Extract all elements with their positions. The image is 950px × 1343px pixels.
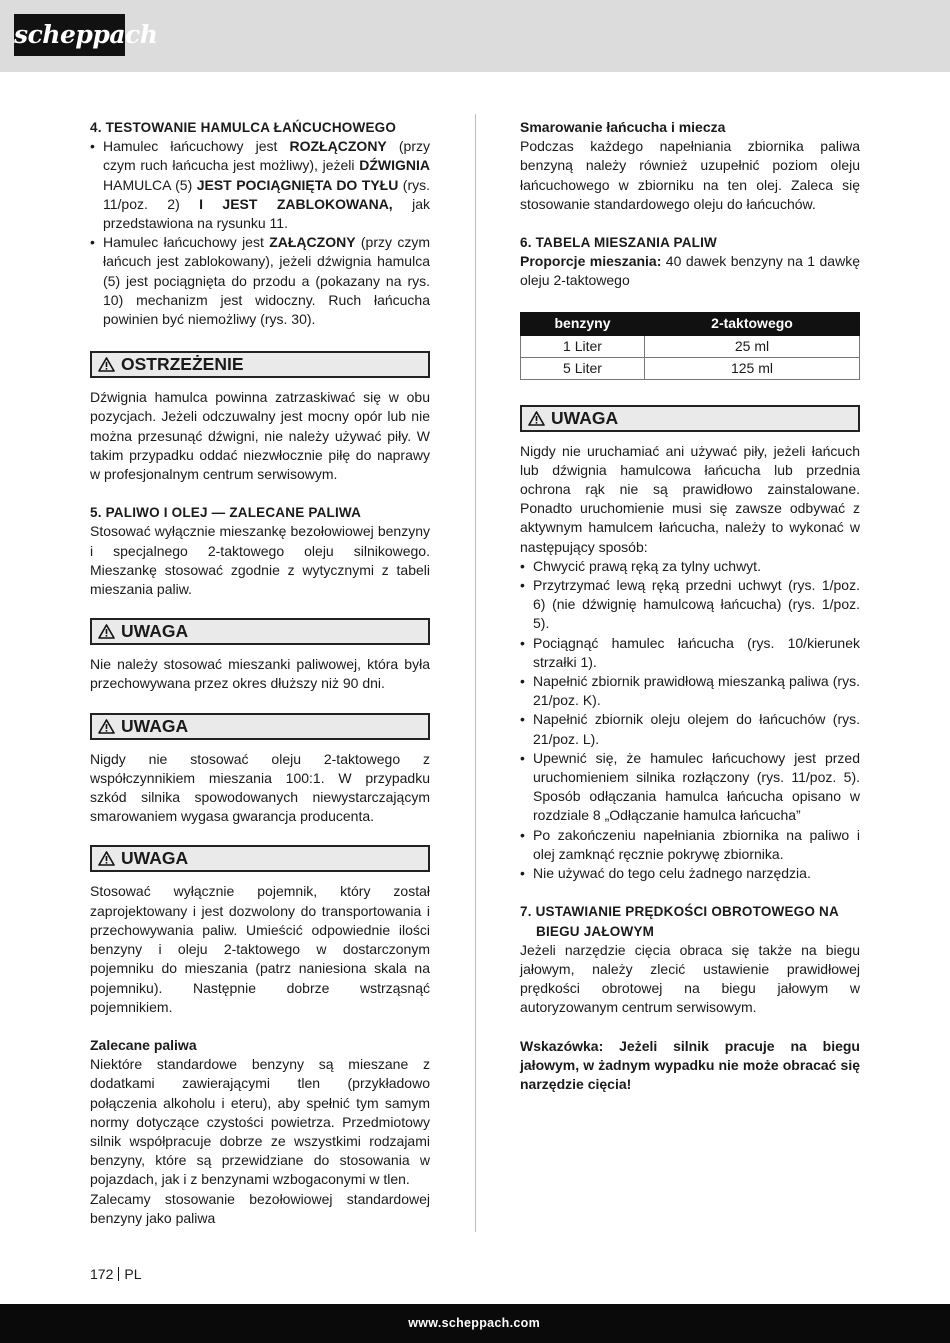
table-cell: 1 Liter (521, 335, 645, 357)
section-7-title: 7. USTAWIANIE PRĘDKOŚCI OBROTOWEGO NA (520, 904, 839, 920)
start-steps-list (520, 557, 860, 883)
warning-label: UWAGA (121, 848, 189, 869)
list-item: • Napełnić zbiornik oleju olejem do łańcuchów (rys. 21/poz. L). (520, 710, 860, 748)
warning-label: OSTRZEŻENIE (121, 354, 244, 375)
table-header: 2-taktowego (645, 312, 860, 335)
warning-triangle-icon (98, 851, 115, 866)
warning-triangle-icon (528, 411, 545, 426)
table-header-row (521, 312, 860, 335)
warning-text: Nigdy nie stosować oleju 2-taktowego z współczynnikiem mieszania 100:1. W przypadku szkód silnika spowodowanych niewystarczającym smarowaniem wygasa gwarancja producenta. (90, 750, 430, 825)
brake-test-list (90, 137, 430, 329)
section-5-text: Stosować wyłącznie mieszankę bezołowiowej benzyny i specjalnego 2-taktowego oleju silnikowego. Mieszankę stosować zgodnie z wytycznymi z tabeli mieszania paliw. (90, 523, 430, 598)
website-link[interactable]: www.scheppach.com (408, 1316, 540, 1330)
warning-triangle-icon (98, 719, 115, 734)
list-item: • Przytrzymać lewą ręką przedni uchwyt (rys. 1/poz. 6) (nie dźwignię hamulcową łańcucha) (rys. 1/poz. 5). (520, 576, 860, 634)
warning-text: Nigdy nie uruchamiać ani używać piły, jeżeli łańcuch lub dźwignia hamulcowa łańcucha lub przednia ochrona rąk nie są prawidłowo zainstalowane. Ponadto uruchomienie musi się zawsze odbywać z aktywnym hamulcem łańcucha, należy to wykonać w następujący sposób: (520, 442, 860, 555)
lubrication-text: Podczas każdego napełniania zbiornika paliwa benzyną należy również uzupełnić poziom oleju łańcuchowego w zbiorniku na ten olej. Zaleca się stosowanie standardowego oleju do łańcuchów. (520, 138, 860, 212)
list-item: • Hamulec łańcuchowy jest ROZŁĄCZONY (przy czym ruch łańcucha jest możliwy), jeżeli DŹWIGNIA HAMULCA (5) JEST POCIĄGNIĘTA DO TYŁU (rys. 11/poz. 2) I JEST ZABLOKOWANA, jak przedstawiona na rysunku 11. (90, 137, 430, 233)
left-column (90, 118, 430, 1228)
recommended-fuels-title: Zalecane paliwa (90, 1036, 197, 1053)
separator (118, 1267, 119, 1281)
list-item: • Po zakończeniu napełniania zbiornika na paliwo i olej zamknąć ręcznie pokrywę zbiornika. (520, 826, 860, 864)
header-bar (0, 0, 950, 72)
table-row (521, 357, 860, 379)
warning-label: UWAGA (551, 407, 619, 428)
warning-text: Stosować wyłącznie pojemnik, który został zaprojektowany i jest dozwolony do transportowania i przechowywania paliw. Umieścić odpowiednie ilości benzyny i oleju 2-taktowego w dostarczonym pojemniku do mieszania (patrz naniesiona skala na pojemniku). Następnie dobrze wstrząsnąć pojemnikiem. (90, 883, 430, 1015)
table-cell: 25 ml (645, 335, 860, 357)
list-item: • Hamulec łańcuchowy jest ZAŁĄCZONY (przy czym łańcuch jest zablokowany), jeżeli dźwignia hamulca (5) jest pociągnięta do przodu a (pokazany na rys. 10) mechanizm jest widoczny. Ruch łańcucha powinien być niemożliwy (rys. 30). (90, 233, 430, 329)
page-number: 172 PL (90, 1266, 142, 1282)
table-header: benzyny (521, 312, 645, 335)
list-item: • Upewnić się, że hamulec łańcuchowy jest przed uruchomieniem silnika rozłączony (rys. 11/poz. 5). Sposób odłączania hamulca łańcucha opisano w rozdziale 8 „Odłączanie hamulca łańcucha” (520, 749, 860, 826)
warning-triangle-icon (98, 624, 115, 639)
fuel-mix-table (520, 312, 860, 380)
section-5-title: 5. PALIWO I OLEJ — ZALECANE PALIWA (90, 505, 362, 521)
warning-box-uwaga (90, 713, 430, 740)
list-item: • Pociągnąć hamulec łańcucha (rys. 10/kierunek strzałki 1). (520, 634, 860, 672)
warning-triangle-icon (98, 357, 115, 372)
warning-box-ostrzezenie (90, 351, 430, 378)
warning-box-uwaga (90, 845, 430, 872)
mix-ratio-text: Proporcje mieszania: 40 dawek benzyny na 1 dawkę oleju 2-taktowego (520, 253, 860, 289)
lubrication-title: Smarowanie łańcucha i miecza (520, 119, 726, 135)
table-cell: 125 ml (645, 357, 860, 379)
section-4-title: 4. TESTOWANIE HAMULCA ŁAŃCUCHOWEGO (90, 120, 397, 135)
list-item: • Nie używać do tego celu żadnego narzędzia. (520, 864, 860, 883)
list-item: • Napełnić zbiornik prawidłową mieszanką paliwa (rys. 21/poz. K). (520, 672, 860, 710)
warning-label: UWAGA (121, 621, 189, 642)
note-text: Wskazówka: Jeżeli silnik pracuje na biegu jałowym, w żadnym wypadku nie może obracać się narzędzie cięcia! (520, 1037, 860, 1092)
warning-text: Dźwignia hamulca powinna zatrzaskiwać się w obu pozycjach. Jeżeli odczuwalny jest mocny opór lub nie można przesunąć dźwigni, nie należy używać piły. W takim przypadku oddać niezwłocznie piłę do naprawy w profesjonalnym centrum serwisowym. (90, 389, 430, 483)
section-6-title: 6. TABELA MIESZANIA PALIW (520, 235, 717, 251)
warning-box-uwaga (520, 405, 860, 432)
table-cell: 5 Liter (521, 357, 645, 379)
table-row (521, 335, 860, 357)
warning-label: UWAGA (121, 715, 189, 736)
footer-bar (0, 1304, 950, 1343)
recommended-fuels-text: Niektóre standardowe benzyny są mieszane z dodatkami zawierającymi tlen (przykładowo połączenia alkoholu i eteru), aby spełnić tym samym normy dotyczące czystości powietrza. Przedmiotowy silnik współpracuje dobrze ze wszystkimi rodzajami benzyny, które są przewidziane do stosowania w pojazdach, jak i z benzynami wzbogaconymi w tlen. (90, 1056, 430, 1188)
right-column (520, 118, 860, 1094)
warning-box-uwaga (90, 618, 430, 645)
recommended-fuels-text: Zalecamy stosowanie bezołowiowej standardowej benzyny jako paliwa (90, 1190, 430, 1226)
column-divider (475, 114, 476, 1232)
warning-text: Nie należy stosować mieszanki paliwowej, która była przechowywana przez okres dłuższy niż 90 dni. (90, 656, 430, 692)
section-7-text: Jeżeli narzędzie cięcia obraca się także na biegu jałowym, należy zlecić ustawienie prawidłowej prędkości obrotowej na biegu jałowym w autoryzowanym centrum serwisowym. (520, 941, 860, 1016)
list-item: • Chwycić prawą ręką za tylny uchwyt. (520, 557, 860, 576)
section-7-title-cont: BIEGU JAŁOWYM (536, 923, 655, 939)
scheppach-logo: scheppach (14, 14, 125, 56)
